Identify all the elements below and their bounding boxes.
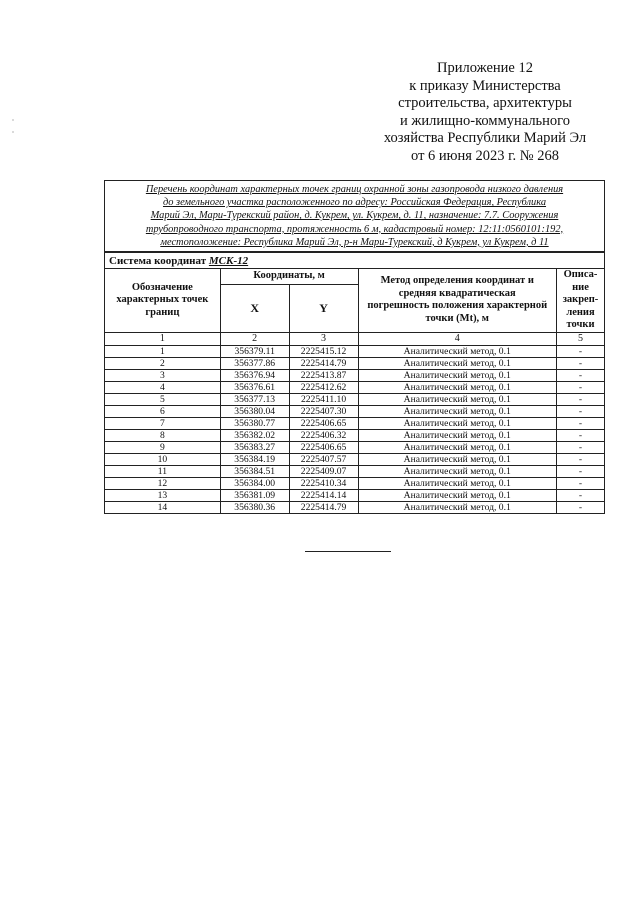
coordinate-system-label: Система координат <box>109 254 207 267</box>
column-number: 2 <box>220 332 289 345</box>
header-line: и жилищно-коммунального <box>399 112 571 129</box>
x-cell: 356383.27 <box>220 441 289 453</box>
table-row <box>105 429 605 441</box>
method-cell: Аналитический метод, 0.1 <box>358 465 556 477</box>
point-cell: 5 <box>105 393 221 405</box>
appendix-header <box>360 60 610 166</box>
table-row <box>105 345 605 357</box>
x-cell: 356377.86 <box>220 357 289 369</box>
desc-cell: - <box>556 345 604 357</box>
column-number: 1 <box>105 332 221 345</box>
x-cell: 356377.13 <box>220 393 289 405</box>
table-row <box>105 417 605 429</box>
coordinates-table <box>104 180 605 514</box>
y-cell: 2225415.12 <box>289 345 358 357</box>
method-cell: Аналитический метод, 0.1 <box>358 405 556 417</box>
y-cell: 2225407.57 <box>289 453 358 465</box>
desc-cell: - <box>556 489 604 501</box>
y-cell: 2225414.79 <box>289 501 358 513</box>
desc-cell: - <box>556 381 604 393</box>
y-cell: 2225411.10 <box>289 393 358 405</box>
x-cell: 356384.19 <box>220 453 289 465</box>
title-line: Марий Эл, Мари-Турекский район, д. Кукрем, ул. Кукрем, д. 11, назначение: 7.7. Сооружения <box>150 210 559 222</box>
point-cell: 12 <box>105 477 221 489</box>
table-row <box>105 453 605 465</box>
table-row <box>105 465 605 477</box>
method-cell: Аналитический метод, 0.1 <box>358 429 556 441</box>
column-number: 5 <box>556 332 604 345</box>
x-cell: 356376.61 <box>220 381 289 393</box>
header-method: Метод определения координат и средняя квадратическая погрешность положения характерной точки (Mt), м <box>358 269 556 333</box>
table-row <box>105 489 605 501</box>
header-line: Приложение 12 <box>437 60 533 76</box>
scan-mark <box>12 131 14 133</box>
method-cell: Аналитический метод, 0.1 <box>358 369 556 381</box>
method-cell: Аналитический метод, 0.1 <box>358 501 556 513</box>
point-cell: 3 <box>105 369 221 381</box>
y-cell: 2225413.87 <box>289 369 358 381</box>
column-number: 3 <box>289 332 358 345</box>
point-cell: 6 <box>105 405 221 417</box>
method-cell: Аналитический метод, 0.1 <box>358 477 556 489</box>
method-cell: Аналитический метод, 0.1 <box>358 417 556 429</box>
table-title <box>105 181 605 253</box>
method-cell: Аналитический метод, 0.1 <box>358 381 556 393</box>
header-description: Описа-ние закреп-ления точки <box>556 269 604 333</box>
header-line: к приказу Министерства <box>409 77 561 94</box>
desc-cell: - <box>556 417 604 429</box>
x-cell: 356384.51 <box>220 465 289 477</box>
header-x: X <box>220 284 289 332</box>
header-point: Обозначение характерных точек границ <box>105 269 221 333</box>
header-line: хозяйства Республики Марий Эл <box>383 130 587 147</box>
table-row <box>105 357 605 369</box>
x-cell: 356380.04 <box>220 405 289 417</box>
desc-cell: - <box>556 429 604 441</box>
point-cell: 8 <box>105 429 221 441</box>
desc-cell: - <box>556 393 604 405</box>
point-cell: 13 <box>105 489 221 501</box>
table-row <box>105 381 605 393</box>
desc-cell: - <box>556 477 604 489</box>
point-cell: 9 <box>105 441 221 453</box>
end-divider <box>305 551 391 552</box>
column-number-row <box>105 332 605 345</box>
coordinate-system-value: МСК-12 <box>208 254 249 267</box>
point-cell: 4 <box>105 381 221 393</box>
column-number: 4 <box>358 332 556 345</box>
y-cell: 2225406.32 <box>289 429 358 441</box>
table-row <box>105 477 605 489</box>
y-cell: 2225406.65 <box>289 417 358 429</box>
y-cell: 2225410.34 <box>289 477 358 489</box>
y-cell: 2225406.65 <box>289 441 358 453</box>
point-cell: 1 <box>105 345 221 357</box>
x-cell: 356380.77 <box>220 417 289 429</box>
coordinate-system-row <box>105 252 605 269</box>
point-cell: 2 <box>105 357 221 369</box>
method-cell: Аналитический метод, 0.1 <box>358 441 556 453</box>
method-cell: Аналитический метод, 0.1 <box>358 345 556 357</box>
method-cell: Аналитический метод, 0.1 <box>358 393 556 405</box>
x-cell: 356380.36 <box>220 501 289 513</box>
desc-cell: - <box>556 453 604 465</box>
x-cell: 356376.94 <box>220 369 289 381</box>
point-cell: 11 <box>105 465 221 477</box>
y-cell: 2225407.30 <box>289 405 358 417</box>
scan-mark <box>12 119 14 121</box>
title-line: местоположение: Республика Марий Эл, р-н Мари-Турекский, д Кукрем, ул Кукрем, д 11 <box>160 236 549 248</box>
table-row <box>105 441 605 453</box>
title-line: Перечень координат характерных точек границ охранной зоны газопровода низкого давления <box>145 184 564 195</box>
x-cell: 356382.02 <box>220 429 289 441</box>
point-cell: 14 <box>105 501 221 513</box>
x-cell: 356384.00 <box>220 477 289 489</box>
desc-cell: - <box>556 405 604 417</box>
header-y: Y <box>289 284 358 332</box>
header-line: строительства, архитектуры <box>398 95 572 112</box>
table-row <box>105 393 605 405</box>
x-cell: 356379.11 <box>220 345 289 357</box>
table-row <box>105 501 605 513</box>
y-cell: 2225414.14 <box>289 489 358 501</box>
table-row <box>105 405 605 417</box>
method-cell: Аналитический метод, 0.1 <box>358 489 556 501</box>
header-coordinates: Координаты, м <box>220 269 358 285</box>
title-line: трубопроводного транспорта, протяженность 6 м, кадастровый номер: 12:11:0560101:192, <box>145 223 564 235</box>
y-cell: 2225412.62 <box>289 381 358 393</box>
desc-cell: - <box>556 441 604 453</box>
y-cell: 2225414.79 <box>289 357 358 369</box>
desc-cell: - <box>556 465 604 477</box>
point-cell: 10 <box>105 453 221 465</box>
method-cell: Аналитический метод, 0.1 <box>358 453 556 465</box>
table-row <box>105 369 605 381</box>
x-cell: 356381.09 <box>220 489 289 501</box>
y-cell: 2225409.07 <box>289 465 358 477</box>
desc-cell: - <box>556 369 604 381</box>
desc-cell: - <box>556 357 604 369</box>
title-line: до земельного участка расположенного по адресу: Российская Федерация, Республика <box>162 197 547 209</box>
header-line: от 6 июня 2023 г. № 268 <box>411 147 559 164</box>
method-cell: Аналитический метод, 0.1 <box>358 357 556 369</box>
desc-cell: - <box>556 501 604 513</box>
point-cell: 7 <box>105 417 221 429</box>
